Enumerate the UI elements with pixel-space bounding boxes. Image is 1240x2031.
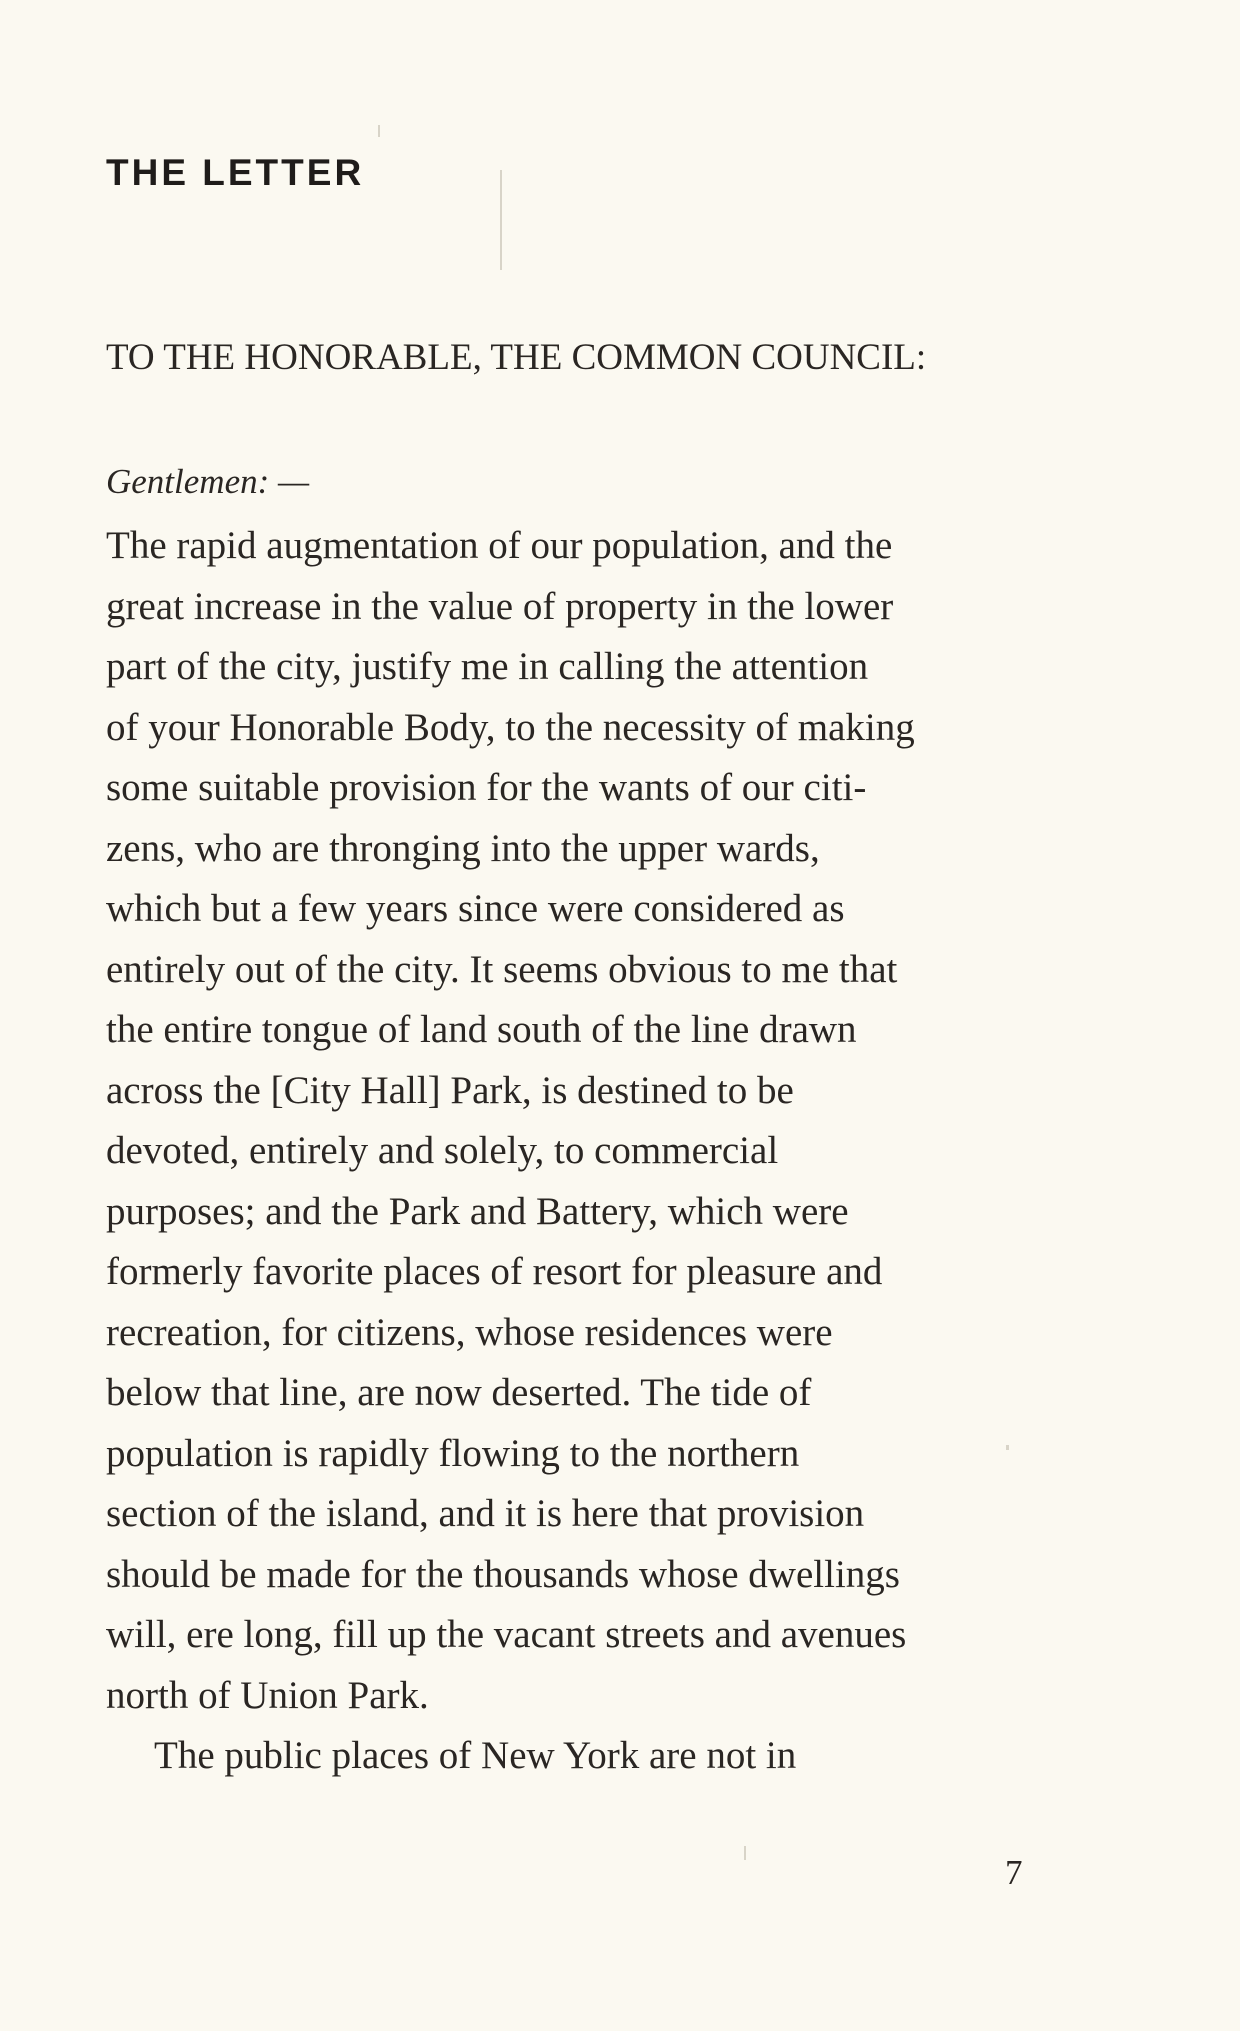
letter-salutation: TO THE HONORABLE, THE COMMON COUNCIL: — [106, 337, 927, 378]
text-line: which but a few years since were considered as — [106, 887, 845, 930]
text-line: zens, who are thronging into the upper wards, — [106, 826, 820, 870]
text-line: below that line, are now deserted. The tide of — [106, 1371, 812, 1414]
page-number: 7 — [1005, 1853, 1023, 1892]
text-line: The rapid augmentation of our population, and the — [106, 524, 893, 567]
chapter-heading: THE LETTER — [106, 152, 365, 193]
text-line: devoted, entirely and solely, to commercial — [106, 1129, 779, 1172]
letter-greeting: Gentlemen: — — [106, 462, 310, 501]
text-line: some suitable provision for the wants of our citi- — [106, 766, 867, 809]
text-line: across the [City Hall] Park, is destined to be — [106, 1068, 794, 1112]
text-line: entirely out of the city. It seems obvious to me that — [106, 947, 898, 991]
text-line: recreation, for citizens, whose residences were — [106, 1310, 833, 1354]
text-line: purposes; and the Park and Battery, which were — [106, 1189, 849, 1233]
text-line: north of Union Park. — [106, 1673, 429, 1717]
paper-mark — [744, 1846, 746, 1860]
paragraph-start-line: The public places of New York are not in — [154, 1734, 797, 1777]
letter-body — [106, 516, 1106, 1787]
text-line: part of the city, justify me in calling the attention — [106, 645, 869, 688]
text-line: formerly favorite places of resort for pleasure and — [106, 1250, 883, 1293]
text-line: should be made for the thousands whose dwellings — [106, 1552, 900, 1596]
text-line: the entire tongue of land south of the line drawn — [106, 1008, 857, 1051]
text-line: great increase in the value of property in the lower — [106, 584, 894, 628]
text-line: section of the island, and it is here that provision — [106, 1492, 865, 1535]
text-line: population is rapidly flowing to the northern — [106, 1431, 800, 1475]
paper-mark — [500, 170, 502, 270]
paper-mark — [378, 125, 380, 137]
text-line: of your Honorable Body, to the necessity of making — [106, 705, 915, 749]
text-line: will, ere long, fill up the vacant streets and avenues — [106, 1613, 907, 1656]
